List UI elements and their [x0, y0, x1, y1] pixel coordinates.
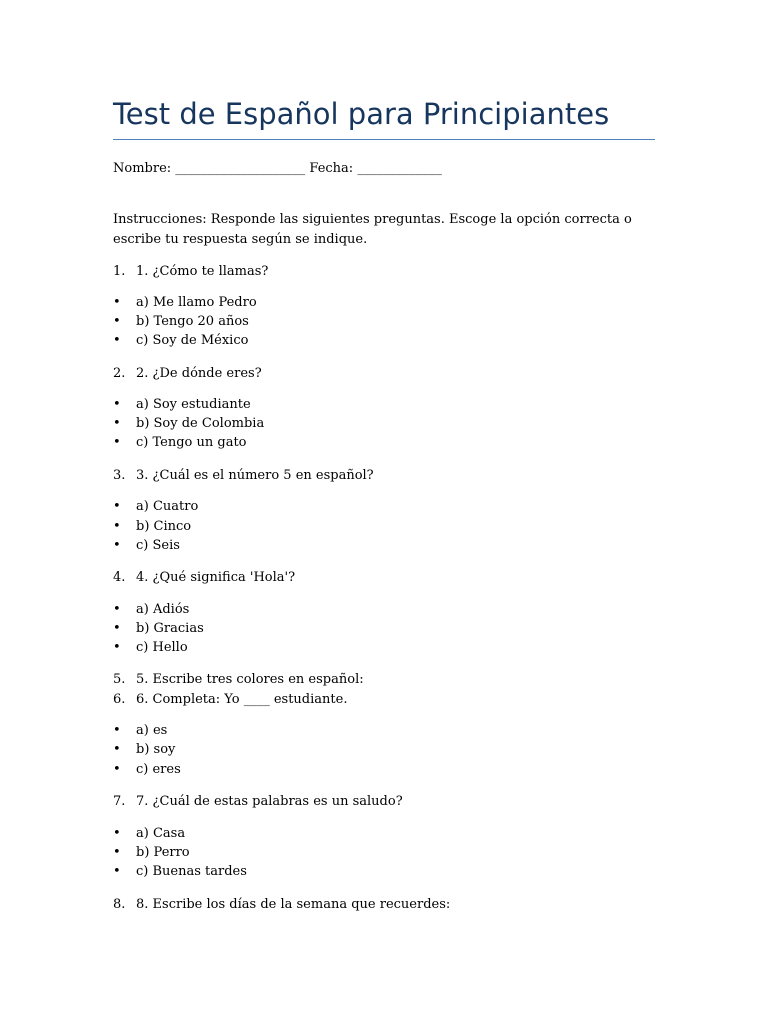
option-q6-a [113, 721, 167, 740]
option-q4-c [113, 638, 188, 657]
bullet-icon: • [113, 314, 121, 329]
option-text: b) Cinco [136, 519, 192, 534]
option-q3-c [113, 536, 180, 555]
option-text: a) Me llamo Pedro [136, 295, 257, 310]
option-q7-b [113, 843, 190, 862]
option-text: a) Cuatro [136, 499, 199, 514]
bullet-icon: • [113, 762, 121, 777]
option-text: b) Soy de Colombia [136, 416, 265, 431]
bullet-icon: • [113, 640, 121, 655]
option-q6-c [113, 760, 181, 779]
bullet-icon: • [113, 333, 121, 348]
question-6 [113, 690, 347, 709]
question-number: 4. [113, 570, 126, 585]
option-text: c) Buenas tardes [136, 864, 247, 879]
option-text: a) es [136, 723, 168, 738]
bullet-icon: • [113, 602, 121, 617]
question-number: 1. [113, 264, 126, 279]
question-number: 2. [113, 366, 126, 381]
question-text: 1. ¿Cómo te llamas? [136, 264, 269, 279]
option-text: c) Soy de México [136, 333, 249, 348]
option-q2-b [113, 414, 264, 433]
option-q3-b [113, 517, 191, 536]
option-text: c) Seis [136, 538, 180, 553]
question-text: 4. ¿Qué significa 'Hola'? [136, 570, 296, 585]
bullet-icon: • [113, 864, 121, 879]
option-q2-a [113, 395, 251, 414]
question-3 [113, 466, 374, 485]
document-title: Test de Español para Principiantes [113, 97, 610, 131]
option-text: c) Tengo un gato [136, 435, 247, 450]
question-4 [113, 568, 295, 587]
question-number: 3. [113, 468, 126, 483]
question-text: 8. Escribe los días de la semana que recuerdes: [136, 897, 451, 912]
bullet-icon: • [113, 742, 121, 757]
bullet-icon: • [113, 538, 121, 553]
option-text: b) soy [136, 742, 176, 757]
question-number: 7. [113, 794, 126, 809]
instructions-paragraph: Instrucciones: Responde las siguientes preguntas. Escoge la opción correcta o escribe tu respuesta según se indique. [113, 212, 632, 247]
option-q6-b [113, 740, 175, 759]
option-text: c) Hello [136, 640, 188, 655]
bullet-icon: • [113, 435, 121, 450]
option-text: b) Tengo 20 años [136, 314, 249, 329]
title-underline [113, 139, 655, 140]
bullet-icon: • [113, 295, 121, 310]
option-text: c) eres [136, 762, 181, 777]
question-2 [113, 364, 262, 383]
option-q7-c [113, 862, 247, 881]
question-5 [113, 670, 364, 689]
option-q1-b [113, 312, 249, 331]
question-text: 2. ¿De dónde eres? [136, 366, 262, 381]
option-q7-a [113, 824, 185, 843]
question-number: 5. [113, 672, 126, 687]
option-text: b) Perro [136, 845, 190, 860]
option-q2-c [113, 433, 247, 452]
question-number: 6. [113, 692, 126, 707]
bullet-icon: • [113, 397, 121, 412]
bullet-icon: • [113, 499, 121, 514]
question-number: 8. [113, 897, 126, 912]
name-date-line: Nombre: ____________________ Fecha: _____________ [113, 161, 442, 176]
option-q3-a [113, 497, 198, 516]
option-q4-b [113, 619, 204, 638]
bullet-icon: • [113, 723, 121, 738]
option-text: a) Adiós [136, 602, 190, 617]
question-1 [113, 262, 268, 281]
bullet-icon: • [113, 621, 121, 636]
question-text: 5. Escribe tres colores en español: [136, 672, 364, 687]
bullet-icon: • [113, 845, 121, 860]
bullet-icon: • [113, 519, 121, 534]
question-8 [113, 895, 450, 914]
question-text: 6. Completa: Yo ____ estudiante. [136, 692, 348, 707]
question-7 [113, 792, 403, 811]
option-text: b) Gracias [136, 621, 204, 636]
option-text: a) Soy estudiante [136, 397, 251, 412]
bullet-icon: • [113, 826, 121, 841]
option-q4-a [113, 600, 189, 619]
question-text: 3. ¿Cuál es el número 5 en español? [136, 468, 374, 483]
option-q1-c [113, 331, 248, 350]
bullet-icon: • [113, 416, 121, 431]
question-text: 7. ¿Cuál de estas palabras es un saludo? [136, 794, 403, 809]
option-text: a) Casa [136, 826, 186, 841]
option-q1-a [113, 293, 257, 312]
